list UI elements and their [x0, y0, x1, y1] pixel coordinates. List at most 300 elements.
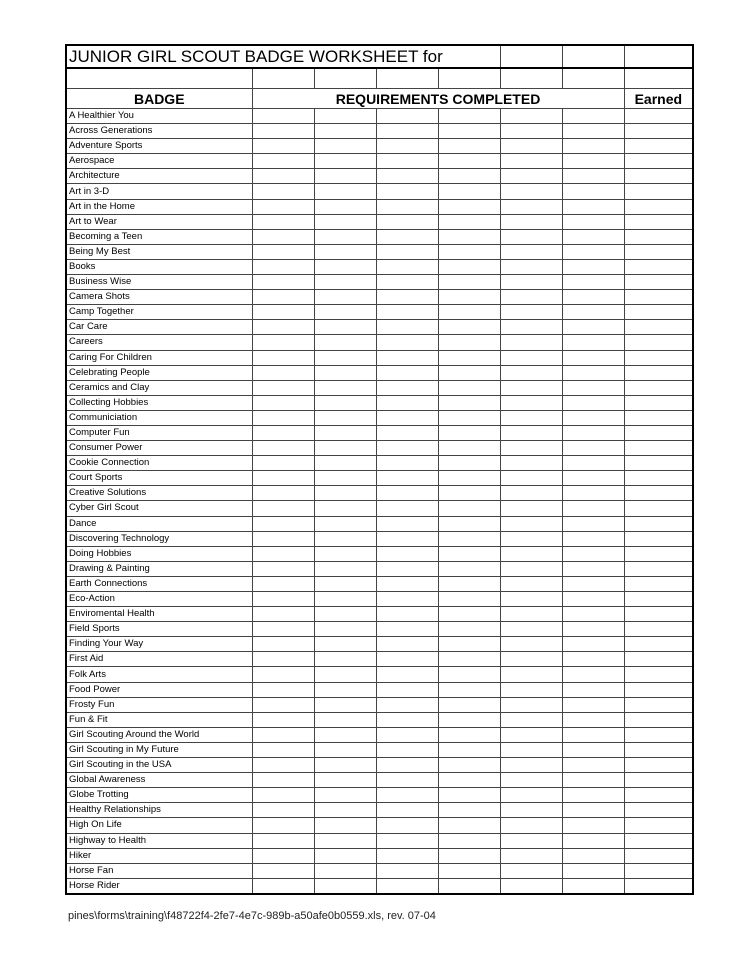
- requirement-cell[interactable]: [500, 576, 562, 591]
- requirement-cell[interactable]: [500, 803, 562, 818]
- title-blank-cell[interactable]: [624, 45, 693, 68]
- requirement-cell[interactable]: [438, 561, 500, 576]
- requirement-cell[interactable]: [562, 788, 624, 803]
- requirement-cell[interactable]: [500, 607, 562, 622]
- requirement-cell[interactable]: [500, 818, 562, 833]
- requirement-cell[interactable]: [562, 561, 624, 576]
- requirement-cell[interactable]: [376, 275, 438, 290]
- requirement-cell[interactable]: [314, 546, 376, 561]
- requirement-cell[interactable]: [500, 592, 562, 607]
- requirement-cell[interactable]: [314, 290, 376, 305]
- requirement-cell[interactable]: [500, 139, 562, 154]
- requirement-cell[interactable]: [252, 712, 314, 727]
- requirement-cell[interactable]: [314, 803, 376, 818]
- requirement-cell[interactable]: [562, 486, 624, 501]
- requirement-cell[interactable]: [500, 546, 562, 561]
- requirement-cell[interactable]: [500, 773, 562, 788]
- requirement-cell[interactable]: [252, 682, 314, 697]
- title-blank-cell[interactable]: [562, 45, 624, 68]
- requirement-cell[interactable]: [438, 667, 500, 682]
- requirement-cell[interactable]: [438, 350, 500, 365]
- requirement-cell[interactable]: [314, 727, 376, 742]
- requirement-cell[interactable]: [252, 214, 314, 229]
- requirement-cell[interactable]: [314, 697, 376, 712]
- requirement-cell[interactable]: [500, 259, 562, 274]
- requirement-cell[interactable]: [562, 652, 624, 667]
- requirement-cell[interactable]: [376, 109, 438, 124]
- earned-cell[interactable]: [624, 471, 693, 486]
- requirement-cell[interactable]: [562, 818, 624, 833]
- blank-cell[interactable]: [66, 68, 252, 89]
- requirement-cell[interactable]: [500, 833, 562, 848]
- requirement-cell[interactable]: [500, 169, 562, 184]
- requirement-cell[interactable]: [438, 576, 500, 591]
- requirement-cell[interactable]: [438, 727, 500, 742]
- requirement-cell[interactable]: [252, 546, 314, 561]
- requirement-cell[interactable]: [376, 154, 438, 169]
- requirement-cell[interactable]: [376, 139, 438, 154]
- requirement-cell[interactable]: [562, 531, 624, 546]
- requirement-cell[interactable]: [314, 350, 376, 365]
- requirement-cell[interactable]: [252, 184, 314, 199]
- requirement-cell[interactable]: [438, 139, 500, 154]
- requirement-cell[interactable]: [314, 878, 376, 894]
- requirement-cell[interactable]: [314, 773, 376, 788]
- requirement-cell[interactable]: [376, 290, 438, 305]
- requirement-cell[interactable]: [562, 109, 624, 124]
- requirement-cell[interactable]: [438, 848, 500, 863]
- earned-cell[interactable]: [624, 501, 693, 516]
- requirement-cell[interactable]: [376, 365, 438, 380]
- requirement-cell[interactable]: [252, 305, 314, 320]
- requirement-cell[interactable]: [376, 546, 438, 561]
- requirement-cell[interactable]: [500, 682, 562, 697]
- requirement-cell[interactable]: [562, 622, 624, 637]
- requirement-cell[interactable]: [562, 365, 624, 380]
- earned-cell[interactable]: [624, 622, 693, 637]
- requirement-cell[interactable]: [562, 546, 624, 561]
- requirement-cell[interactable]: [376, 486, 438, 501]
- earned-cell[interactable]: [624, 652, 693, 667]
- requirement-cell[interactable]: [314, 259, 376, 274]
- requirement-cell[interactable]: [314, 652, 376, 667]
- requirement-cell[interactable]: [438, 878, 500, 894]
- requirement-cell[interactable]: [314, 244, 376, 259]
- requirement-cell[interactable]: [562, 244, 624, 259]
- requirement-cell[interactable]: [438, 410, 500, 425]
- requirement-cell[interactable]: [438, 199, 500, 214]
- requirement-cell[interactable]: [376, 637, 438, 652]
- requirement-cell[interactable]: [314, 758, 376, 773]
- requirement-cell[interactable]: [438, 124, 500, 139]
- earned-cell[interactable]: [624, 139, 693, 154]
- earned-cell[interactable]: [624, 214, 693, 229]
- requirement-cell[interactable]: [314, 863, 376, 878]
- earned-cell[interactable]: [624, 290, 693, 305]
- requirement-cell[interactable]: [500, 848, 562, 863]
- requirement-cell[interactable]: [314, 818, 376, 833]
- requirement-cell[interactable]: [500, 305, 562, 320]
- requirement-cell[interactable]: [314, 169, 376, 184]
- requirement-cell[interactable]: [562, 501, 624, 516]
- requirement-cell[interactable]: [314, 124, 376, 139]
- requirement-cell[interactable]: [500, 667, 562, 682]
- requirement-cell[interactable]: [376, 199, 438, 214]
- requirement-cell[interactable]: [500, 425, 562, 440]
- requirement-cell[interactable]: [438, 712, 500, 727]
- requirement-cell[interactable]: [252, 456, 314, 471]
- requirement-cell[interactable]: [500, 712, 562, 727]
- requirement-cell[interactable]: [252, 441, 314, 456]
- earned-cell[interactable]: [624, 425, 693, 440]
- requirement-cell[interactable]: [314, 501, 376, 516]
- requirement-cell[interactable]: [438, 441, 500, 456]
- requirement-cell[interactable]: [252, 561, 314, 576]
- blank-cell[interactable]: [376, 68, 438, 89]
- requirement-cell[interactable]: [562, 742, 624, 757]
- requirement-cell[interactable]: [376, 471, 438, 486]
- requirement-cell[interactable]: [376, 667, 438, 682]
- requirement-cell[interactable]: [500, 637, 562, 652]
- earned-cell[interactable]: [624, 275, 693, 290]
- requirement-cell[interactable]: [376, 788, 438, 803]
- earned-cell[interactable]: [624, 305, 693, 320]
- requirement-cell[interactable]: [376, 259, 438, 274]
- requirement-cell[interactable]: [562, 139, 624, 154]
- requirement-cell[interactable]: [376, 410, 438, 425]
- requirement-cell[interactable]: [562, 712, 624, 727]
- requirement-cell[interactable]: [438, 546, 500, 561]
- requirement-cell[interactable]: [438, 184, 500, 199]
- requirement-cell[interactable]: [500, 395, 562, 410]
- requirement-cell[interactable]: [438, 637, 500, 652]
- requirement-cell[interactable]: [314, 184, 376, 199]
- requirement-cell[interactable]: [500, 154, 562, 169]
- requirement-cell[interactable]: [500, 486, 562, 501]
- requirement-cell[interactable]: [314, 742, 376, 757]
- requirement-cell[interactable]: [376, 742, 438, 757]
- requirement-cell[interactable]: [314, 395, 376, 410]
- earned-cell[interactable]: [624, 818, 693, 833]
- requirement-cell[interactable]: [252, 803, 314, 818]
- requirement-cell[interactable]: [562, 410, 624, 425]
- earned-cell[interactable]: [624, 863, 693, 878]
- earned-cell[interactable]: [624, 380, 693, 395]
- requirement-cell[interactable]: [252, 727, 314, 742]
- requirement-cell[interactable]: [376, 320, 438, 335]
- requirement-cell[interactable]: [376, 214, 438, 229]
- blank-cell[interactable]: [624, 68, 693, 89]
- requirement-cell[interactable]: [314, 214, 376, 229]
- requirement-cell[interactable]: [562, 259, 624, 274]
- earned-cell[interactable]: [624, 697, 693, 712]
- requirement-cell[interactable]: [314, 833, 376, 848]
- earned-cell[interactable]: [624, 335, 693, 350]
- requirement-cell[interactable]: [252, 380, 314, 395]
- earned-cell[interactable]: [624, 682, 693, 697]
- requirement-cell[interactable]: [314, 154, 376, 169]
- requirement-cell[interactable]: [252, 788, 314, 803]
- requirement-cell[interactable]: [438, 592, 500, 607]
- requirement-cell[interactable]: [252, 863, 314, 878]
- requirement-cell[interactable]: [438, 456, 500, 471]
- requirement-cell[interactable]: [314, 576, 376, 591]
- requirement-cell[interactable]: [376, 592, 438, 607]
- requirement-cell[interactable]: [500, 471, 562, 486]
- requirement-cell[interactable]: [252, 697, 314, 712]
- requirement-cell[interactable]: [500, 380, 562, 395]
- earned-cell[interactable]: [624, 848, 693, 863]
- earned-cell[interactable]: [624, 516, 693, 531]
- requirement-cell[interactable]: [252, 335, 314, 350]
- requirement-cell[interactable]: [562, 758, 624, 773]
- requirement-cell[interactable]: [562, 290, 624, 305]
- requirement-cell[interactable]: [562, 425, 624, 440]
- requirement-cell[interactable]: [252, 531, 314, 546]
- requirement-cell[interactable]: [252, 425, 314, 440]
- requirement-cell[interactable]: [376, 818, 438, 833]
- requirement-cell[interactable]: [562, 576, 624, 591]
- earned-cell[interactable]: [624, 244, 693, 259]
- requirement-cell[interactable]: [562, 607, 624, 622]
- requirement-cell[interactable]: [562, 154, 624, 169]
- requirement-cell[interactable]: [376, 229, 438, 244]
- requirement-cell[interactable]: [314, 561, 376, 576]
- earned-cell[interactable]: [624, 833, 693, 848]
- requirement-cell[interactable]: [252, 410, 314, 425]
- requirement-cell[interactable]: [438, 425, 500, 440]
- requirement-cell[interactable]: [500, 441, 562, 456]
- requirement-cell[interactable]: [376, 169, 438, 184]
- requirement-cell[interactable]: [438, 471, 500, 486]
- requirement-cell[interactable]: [500, 109, 562, 124]
- requirement-cell[interactable]: [376, 350, 438, 365]
- requirement-cell[interactable]: [438, 863, 500, 878]
- requirement-cell[interactable]: [252, 667, 314, 682]
- requirement-cell[interactable]: [314, 788, 376, 803]
- earned-cell[interactable]: [624, 350, 693, 365]
- requirement-cell[interactable]: [500, 365, 562, 380]
- requirement-cell[interactable]: [562, 833, 624, 848]
- requirement-cell[interactable]: [252, 365, 314, 380]
- blank-cell[interactable]: [314, 68, 376, 89]
- requirement-cell[interactable]: [500, 863, 562, 878]
- requirement-cell[interactable]: [314, 712, 376, 727]
- requirement-cell[interactable]: [562, 682, 624, 697]
- requirement-cell[interactable]: [438, 259, 500, 274]
- requirement-cell[interactable]: [438, 365, 500, 380]
- requirement-cell[interactable]: [314, 139, 376, 154]
- requirement-cell[interactable]: [314, 109, 376, 124]
- requirement-cell[interactable]: [376, 516, 438, 531]
- earned-cell[interactable]: [624, 259, 693, 274]
- requirement-cell[interactable]: [314, 607, 376, 622]
- earned-cell[interactable]: [624, 878, 693, 894]
- earned-cell[interactable]: [624, 109, 693, 124]
- earned-cell[interactable]: [624, 184, 693, 199]
- requirement-cell[interactable]: [314, 531, 376, 546]
- requirement-cell[interactable]: [376, 456, 438, 471]
- requirement-cell[interactable]: [438, 154, 500, 169]
- requirement-cell[interactable]: [500, 320, 562, 335]
- requirement-cell[interactable]: [562, 275, 624, 290]
- requirement-cell[interactable]: [562, 395, 624, 410]
- requirement-cell[interactable]: [562, 169, 624, 184]
- earned-cell[interactable]: [624, 727, 693, 742]
- requirement-cell[interactable]: [376, 622, 438, 637]
- requirement-cell[interactable]: [562, 803, 624, 818]
- requirement-cell[interactable]: [252, 395, 314, 410]
- requirement-cell[interactable]: [376, 501, 438, 516]
- requirement-cell[interactable]: [252, 109, 314, 124]
- earned-cell[interactable]: [624, 124, 693, 139]
- requirement-cell[interactable]: [438, 214, 500, 229]
- requirement-cell[interactable]: [438, 244, 500, 259]
- requirement-cell[interactable]: [314, 365, 376, 380]
- requirement-cell[interactable]: [438, 818, 500, 833]
- requirement-cell[interactable]: [376, 697, 438, 712]
- requirement-cell[interactable]: [314, 486, 376, 501]
- requirement-cell[interactable]: [314, 305, 376, 320]
- requirement-cell[interactable]: [252, 275, 314, 290]
- requirement-cell[interactable]: [438, 682, 500, 697]
- requirement-cell[interactable]: [252, 833, 314, 848]
- requirement-cell[interactable]: [376, 727, 438, 742]
- requirement-cell[interactable]: [376, 184, 438, 199]
- requirement-cell[interactable]: [500, 229, 562, 244]
- requirement-cell[interactable]: [314, 410, 376, 425]
- requirement-cell[interactable]: [376, 712, 438, 727]
- requirement-cell[interactable]: [252, 471, 314, 486]
- earned-cell[interactable]: [624, 410, 693, 425]
- earned-cell[interactable]: [624, 803, 693, 818]
- requirement-cell[interactable]: [500, 184, 562, 199]
- requirement-cell[interactable]: [252, 773, 314, 788]
- requirement-cell[interactable]: [314, 335, 376, 350]
- requirement-cell[interactable]: [376, 425, 438, 440]
- earned-cell[interactable]: [624, 561, 693, 576]
- requirement-cell[interactable]: [252, 229, 314, 244]
- earned-cell[interactable]: [624, 742, 693, 757]
- earned-cell[interactable]: [624, 592, 693, 607]
- requirement-cell[interactable]: [376, 682, 438, 697]
- requirement-cell[interactable]: [252, 576, 314, 591]
- requirement-cell[interactable]: [500, 410, 562, 425]
- requirement-cell[interactable]: [376, 531, 438, 546]
- requirement-cell[interactable]: [562, 848, 624, 863]
- requirement-cell[interactable]: [562, 471, 624, 486]
- requirement-cell[interactable]: [438, 229, 500, 244]
- requirement-cell[interactable]: [562, 878, 624, 894]
- requirement-cell[interactable]: [252, 320, 314, 335]
- requirement-cell[interactable]: [562, 184, 624, 199]
- blank-cell[interactable]: [438, 68, 500, 89]
- requirement-cell[interactable]: [314, 667, 376, 682]
- earned-cell[interactable]: [624, 169, 693, 184]
- requirement-cell[interactable]: [252, 154, 314, 169]
- requirement-cell[interactable]: [314, 441, 376, 456]
- requirement-cell[interactable]: [500, 501, 562, 516]
- requirement-cell[interactable]: [500, 124, 562, 139]
- requirement-cell[interactable]: [500, 652, 562, 667]
- requirement-cell[interactable]: [314, 425, 376, 440]
- requirement-cell[interactable]: [376, 803, 438, 818]
- requirement-cell[interactable]: [562, 863, 624, 878]
- blank-cell[interactable]: [500, 68, 562, 89]
- requirement-cell[interactable]: [562, 320, 624, 335]
- requirement-cell[interactable]: [438, 380, 500, 395]
- requirement-cell[interactable]: [500, 727, 562, 742]
- requirement-cell[interactable]: [562, 214, 624, 229]
- requirement-cell[interactable]: [438, 697, 500, 712]
- requirement-cell[interactable]: [252, 290, 314, 305]
- requirement-cell[interactable]: [252, 622, 314, 637]
- requirement-cell[interactable]: [438, 395, 500, 410]
- requirement-cell[interactable]: [376, 395, 438, 410]
- requirement-cell[interactable]: [562, 697, 624, 712]
- requirement-cell[interactable]: [500, 456, 562, 471]
- requirement-cell[interactable]: [438, 275, 500, 290]
- earned-cell[interactable]: [624, 320, 693, 335]
- requirement-cell[interactable]: [500, 335, 562, 350]
- requirement-cell[interactable]: [562, 199, 624, 214]
- requirement-cell[interactable]: [376, 380, 438, 395]
- requirement-cell[interactable]: [376, 848, 438, 863]
- requirement-cell[interactable]: [252, 169, 314, 184]
- requirement-cell[interactable]: [438, 833, 500, 848]
- requirement-cell[interactable]: [438, 531, 500, 546]
- requirement-cell[interactable]: [500, 531, 562, 546]
- earned-cell[interactable]: [624, 199, 693, 214]
- earned-cell[interactable]: [624, 229, 693, 244]
- requirement-cell[interactable]: [314, 275, 376, 290]
- requirement-cell[interactable]: [376, 335, 438, 350]
- requirement-cell[interactable]: [500, 214, 562, 229]
- requirement-cell[interactable]: [562, 456, 624, 471]
- requirement-cell[interactable]: [252, 486, 314, 501]
- requirement-cell[interactable]: [314, 637, 376, 652]
- requirement-cell[interactable]: [252, 139, 314, 154]
- blank-cell[interactable]: [252, 68, 314, 89]
- requirement-cell[interactable]: [438, 320, 500, 335]
- requirement-cell[interactable]: [500, 199, 562, 214]
- requirement-cell[interactable]: [500, 788, 562, 803]
- earned-cell[interactable]: [624, 154, 693, 169]
- requirement-cell[interactable]: [314, 592, 376, 607]
- requirement-cell[interactable]: [500, 758, 562, 773]
- requirement-cell[interactable]: [376, 441, 438, 456]
- requirement-cell[interactable]: [438, 622, 500, 637]
- requirement-cell[interactable]: [252, 124, 314, 139]
- title-blank-cell[interactable]: [500, 45, 562, 68]
- requirement-cell[interactable]: [314, 622, 376, 637]
- requirement-cell[interactable]: [252, 244, 314, 259]
- earned-cell[interactable]: [624, 395, 693, 410]
- requirement-cell[interactable]: [438, 758, 500, 773]
- requirement-cell[interactable]: [562, 350, 624, 365]
- requirement-cell[interactable]: [500, 290, 562, 305]
- requirement-cell[interactable]: [252, 637, 314, 652]
- requirement-cell[interactable]: [376, 124, 438, 139]
- requirement-cell[interactable]: [500, 350, 562, 365]
- earned-cell[interactable]: [624, 456, 693, 471]
- requirement-cell[interactable]: [500, 275, 562, 290]
- requirement-cell[interactable]: [376, 758, 438, 773]
- earned-cell[interactable]: [624, 365, 693, 380]
- requirement-cell[interactable]: [438, 803, 500, 818]
- requirement-cell[interactable]: [314, 229, 376, 244]
- requirement-cell[interactable]: [314, 456, 376, 471]
